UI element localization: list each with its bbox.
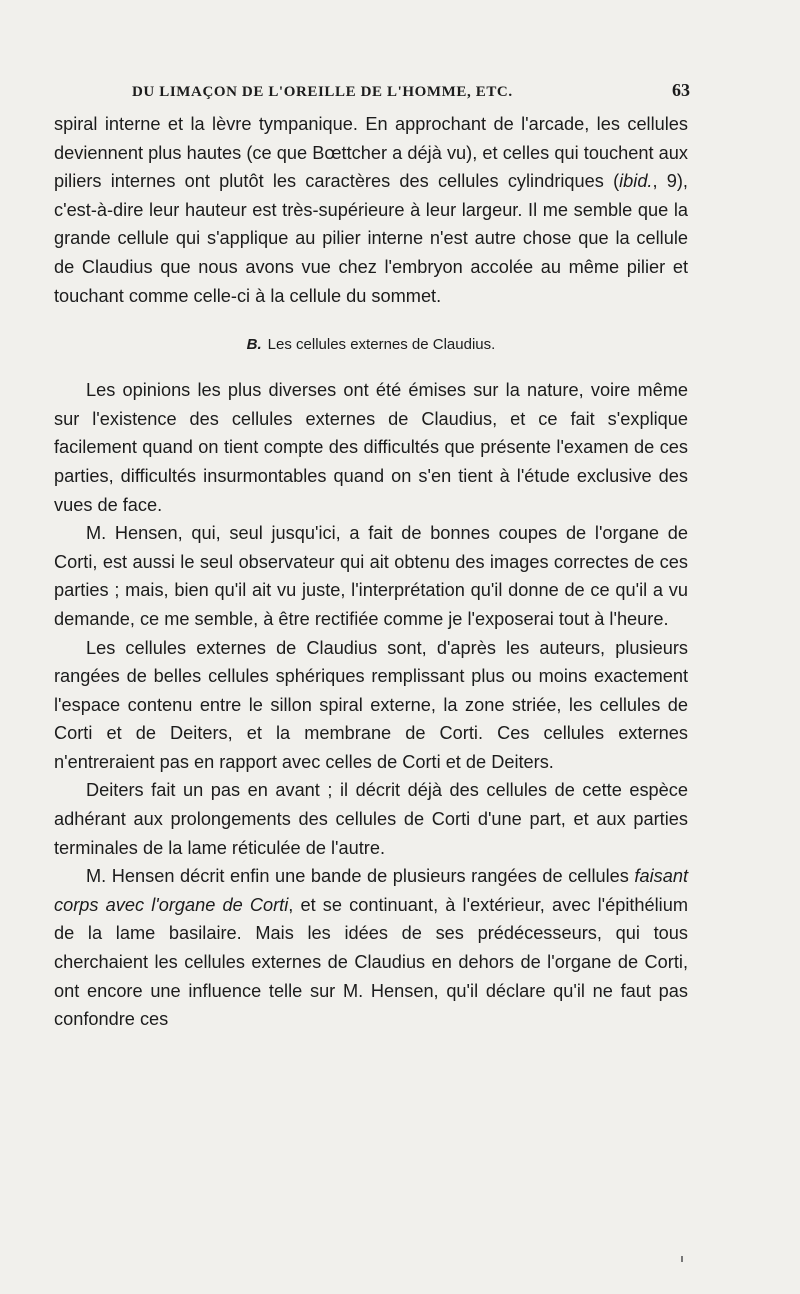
- ibid-reference: ibid.: [619, 171, 653, 192]
- body-text: [54, 110, 688, 1034]
- paragraph-5: Deiters fait un pas en avant ; il décrit déjà des cellules de cette espèce adhérant aux prolongements des cellules de Corti d'une part, et aux parties terminales de la lame réticulée de l'autre.: [54, 780, 688, 858]
- page-number: 63: [672, 80, 690, 100]
- print-mark: [681, 1256, 683, 1262]
- paragraph-6: [54, 862, 688, 1034]
- paragraph-1: [54, 110, 688, 310]
- paragraph-4: Les cellules externes de Claudius sont, d'après les auteurs, plusieurs rangées de belles cellules sphériques remplissant plus ou moins exactement l'espace contenu entre le sillon spiral externe, la zone striée, les cellules de Corti et de Deiters, et la membrane de Corti. Ces cellules externes n'entreraient pas en rapport avec celles de Corti et de Deiters.: [54, 637, 688, 772]
- section-letter: B.: [246, 336, 262, 354]
- section-title: Les cellules externes de Claudius.: [267, 336, 496, 354]
- emphasis-text: faisant corps avec l'organe de Corti: [54, 866, 688, 915]
- running-title: DU LIMAÇON DE L'OREILLE DE L'HOMME, ETC.: [132, 84, 513, 100]
- section-heading: [54, 336, 688, 354]
- paragraph-6-text-b: , et se continuant, à l'extérieur, avec l'épithélium de la lame basilaire. Mais les idées de ses prédécesseurs, qui tous cherchaient les cellules externes de Claudius en dehors de l'organe de Corti, ont encore une influence telle sur M. Hensen, qu'il déclare qu'il ne faut pas confondre ces: [54, 894, 688, 1030]
- paragraph-1-text-b: , 9), c'est-à-dire leur hauteur est très-supérieure à leur largeur. Il me semble que la grande cellule qui s'applique au pilier interne n'est autre chose que la cellule de Claudius que nous avons vue chez l'embryon accolée au même pilier et touchant comme celle-ci à la cellule du sommet.: [54, 171, 688, 306]
- paragraph-1-text-a: spiral interne et la lèvre tympanique. En approchant de l'arcade, les cellules deviennent plus hautes (ce que Bœttcher a déjà vu), et celles qui touchent aux piliers internes ont plutôt les caractères des cellules cylindriques (: [54, 114, 688, 192]
- paragraph-3: M. Hensen, qui, seul jusqu'ici, a fait de bonnes coupes de l'organe de Corti, est aussi le seul observateur qui ait obtenu des images correctes de ces parties ; mais, bien qu'il ait vu juste, l'interprétation qu'il donne de ce qu'il a vu demande, ce me semble, à être rectifiée comme je l'exposerai tout à l'heure.: [54, 523, 688, 629]
- paragraph-6-text-a: M. Hensen décrit enfin une bande de plusieurs rangées de cellules: [86, 866, 635, 887]
- paragraph-2: Les opinions les plus diverses ont été émises sur la nature, voire même sur l'existence des cellules externes de Claudius, et ce fait s'explique facilement quand on tient compte des difficultés que présente l'examen de ces parties, difficultés insurmontables quand on s'en tient à l'étude exclusive des vues de face.: [54, 380, 688, 515]
